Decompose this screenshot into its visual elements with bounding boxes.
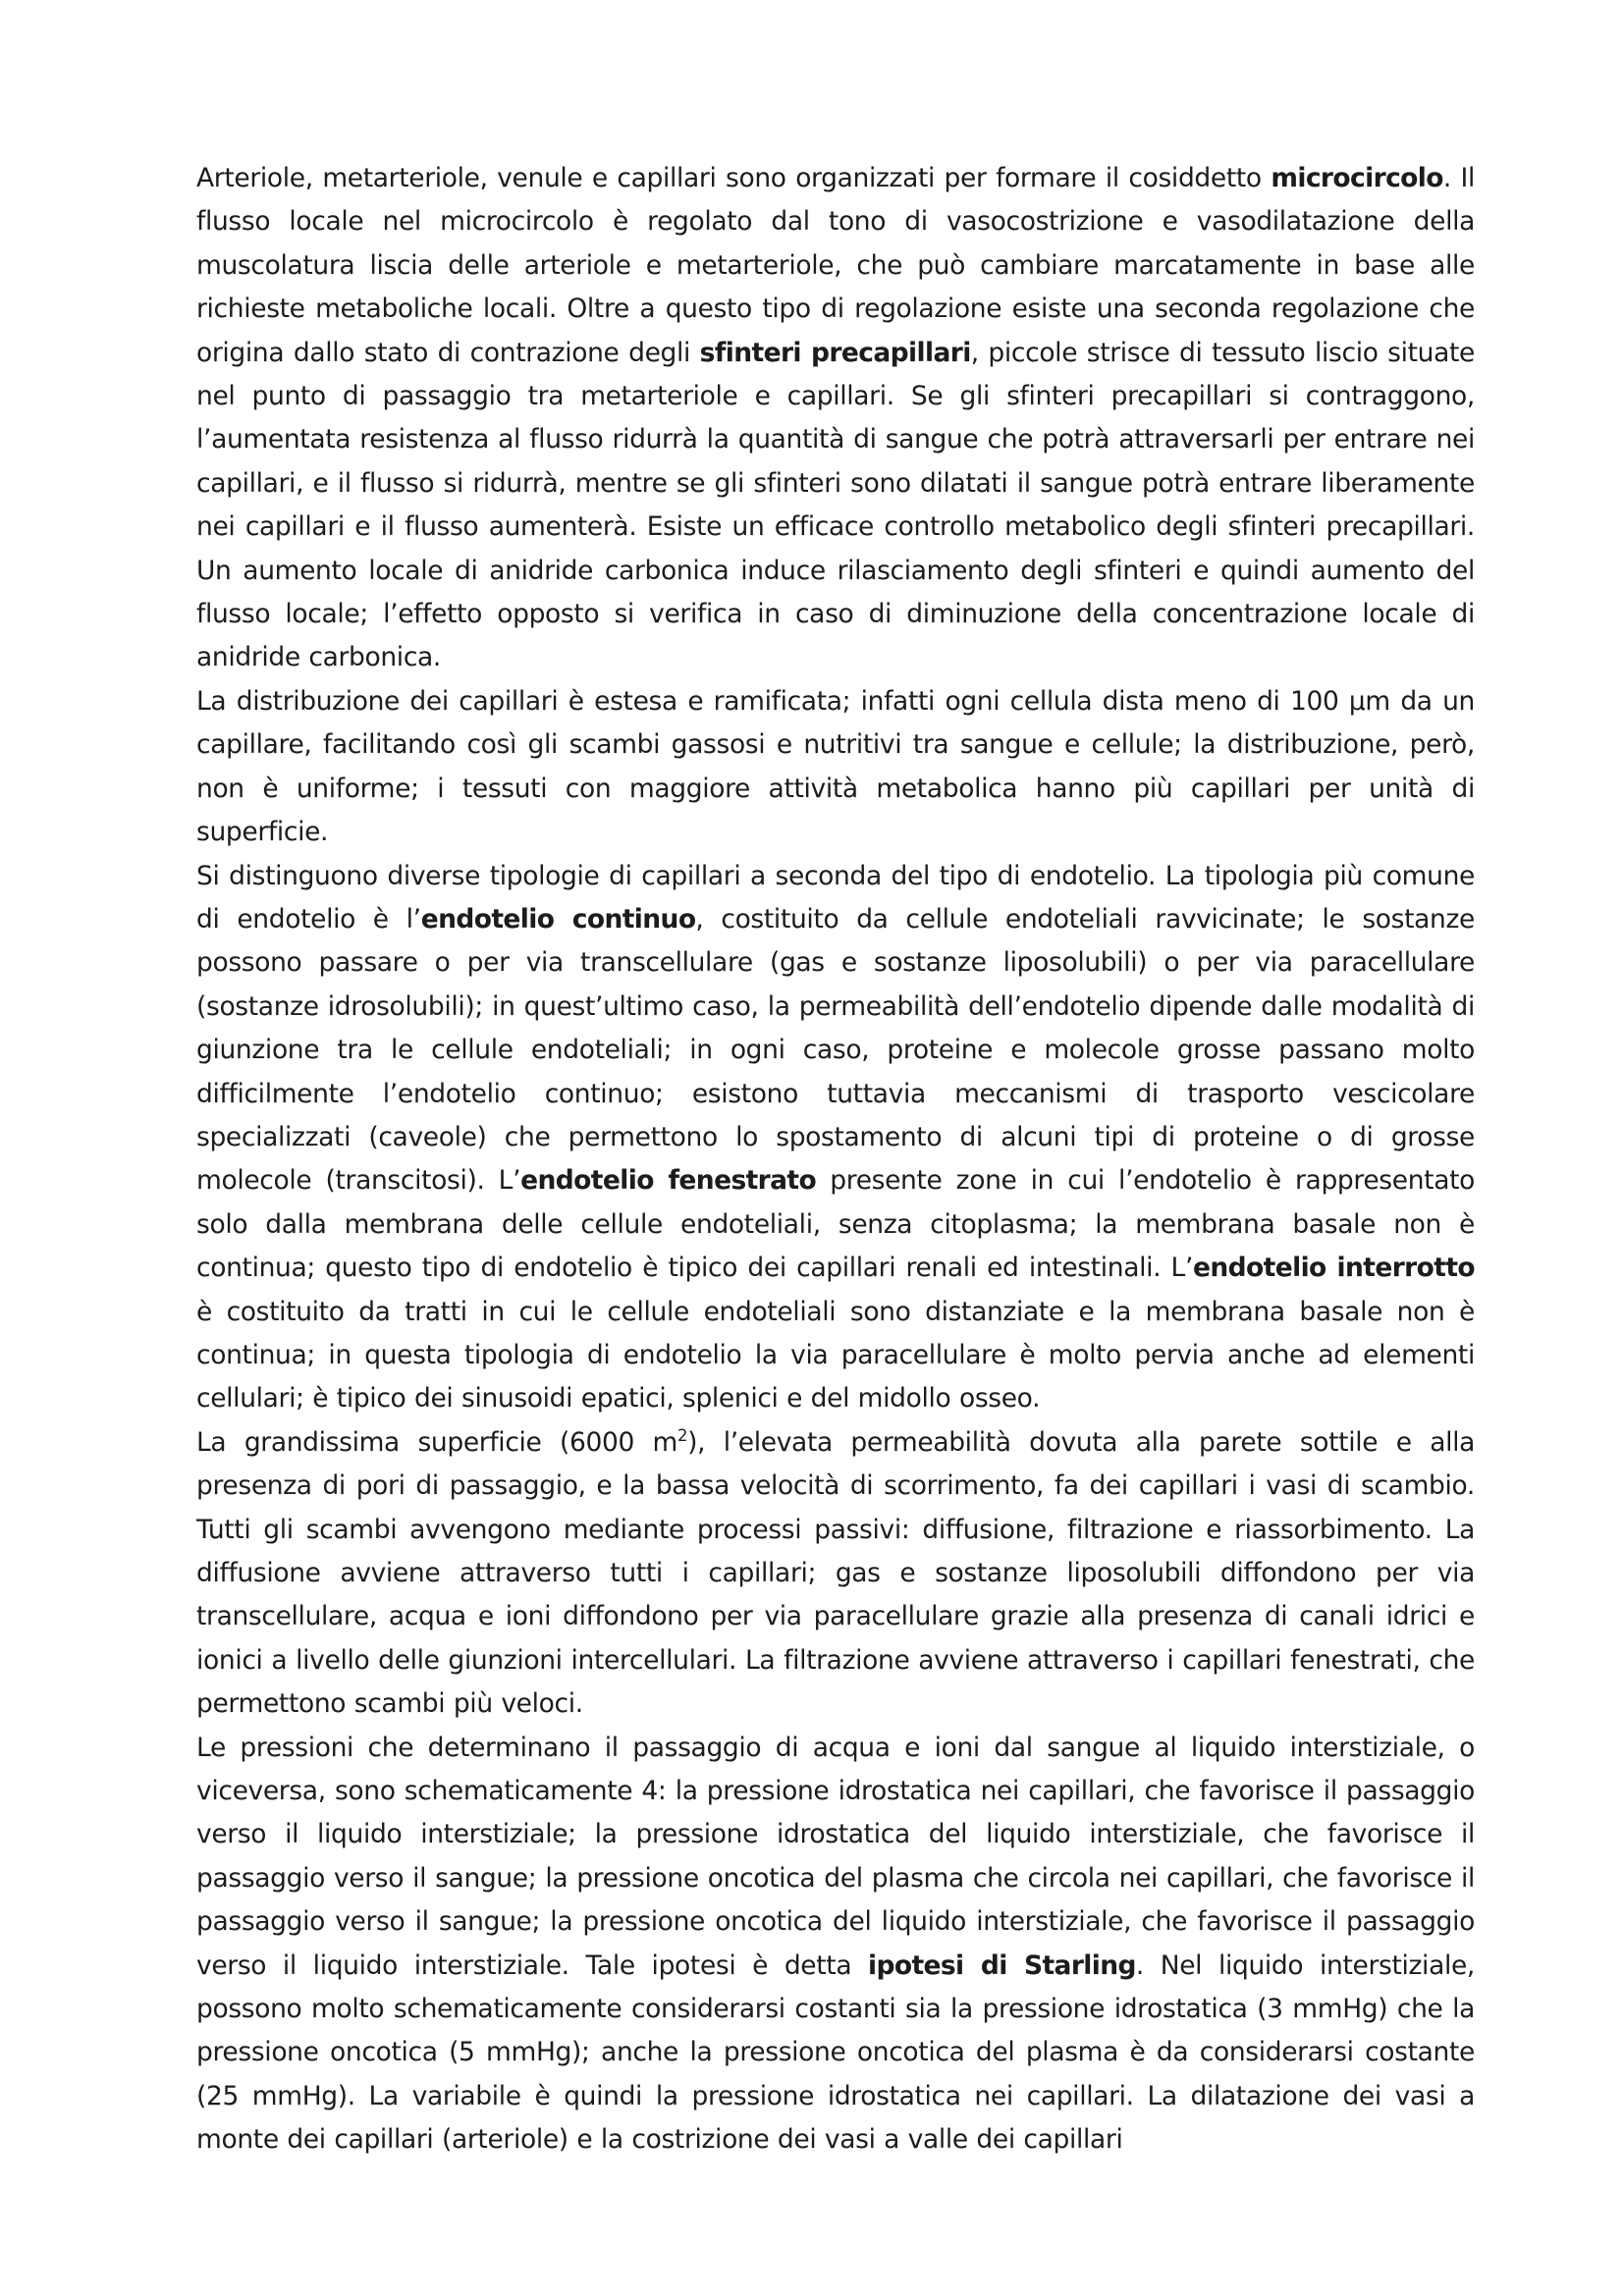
- text-run: è costituito da tratti in cui le cellule endoteliali sono distanziate e la membrana basale non è continua; in questa tipologia di endotelio la via paracellulare è molto pervia anche ad elementi cellulari; è tipico dei sinusoidi epatici, splenici e del midollo osseo.: [196, 1296, 1475, 1415]
- bold-term: endotelio fenestrato: [520, 1165, 817, 1197]
- text-run: ), l’elevata permeabilità dovuta alla parete sottile e alla presenza di pori di passaggio, e la bassa velocità di scorrimento, fa dei capillari i vasi di scambio. Tutti gli scambi avvengono mediante processi passivi: diffusione, filtrazione e riassorbimento. La diffusione avviene attraverso tutti i capillari; gas e sostanze liposolubili diffondono per via transcellulare, acqua e ioni diffondono per via paracellulare grazie alla presenza di canali idrici e ionici a livello delle giunzioni intercellulari. La filtrazione avviene attraverso i capillari fenestrati, che permettono scambi più veloci.: [196, 1426, 1475, 1720]
- text-run: . Nel liquido interstiziale, possono molto schematicamente considerarsi costanti sia la pressione idrostatica (3 mmHg) che la pressione oncotica (5 mmHg); anche la pressione oncotica del plasma è da considerarsi costante (25 mmHg). La variabile è quindi la pressione idrostatica nei capillari. La dilatazione dei vasi a monte dei capillari (arteriole) e la costrizione dei vasi a valle dei capillari: [196, 1949, 1475, 2156]
- text-run: Si distinguono diverse tipologie di capillari a seconda del tipo di endotelio. La tipologia più comune di endotelio è l’: [196, 860, 1475, 934]
- bold-term: ipotesi di Starling: [867, 1949, 1136, 1981]
- text-run: Arteriole, metarteriole, venule e capillari sono organizzati per formare il cosiddetto: [196, 163, 1271, 193]
- paragraph-tipologie-endotelio: [196, 855, 1475, 1421]
- bold-term: microcircolo: [1271, 163, 1443, 193]
- text-run: presente zone in cui l’endotelio è rappresentato solo dalla membrana delle cellule endoteliali, senza citoplasma; la membrana basale non è continua; questo tipo di endotelio è tipico dei capillari renali ed intestinali. L’: [196, 1165, 1475, 1284]
- text-run: Le pressioni che determinano il passaggio di acqua e ioni dal sangue al liquido interstiziale, o viceversa, sono schematicamente 4: la pressione idrostatica nei capillari, che favorisce il passaggio verso il liquido interstiziale; la pressione idrostatica del liquido interstiziale, che favorisce il passaggio verso il sangue; la pressione oncotica del plasma che circola nei capillari, che favorisce il passaggio verso il sangue; la pressione oncotica del liquido interstiziale, che favorisce il passaggio verso il liquido interstiziale. Tale ipotesi è detta: [196, 1732, 1475, 1981]
- bold-term: endotelio interrotto: [1193, 1253, 1475, 1284]
- text-run: . Il flusso locale nel microcircolo è regolato dal tono di vasocostrizione e vasodilatazione della muscolatura liscia delle arteriole e metarteriole, che può cambiare marcatamente in base alle richieste metaboliche locali. Oltre a questo tipo di regolazione esiste una seconda regolazione che origina dallo stato di contrazione degli: [196, 163, 1475, 368]
- superscript: 2: [677, 1425, 688, 1445]
- bold-term: endotelio continuo: [420, 903, 696, 934]
- text-run: La grandissima superficie (6000 m: [196, 1426, 678, 1458]
- text-run: , costituito da cellule endoteliali ravvicinate; le sostanze possono passare o per via transcellulare (gas e sostanze liposolubili) o per via paracellulare (sostanze idrosolubili); in quest’ultimo caso, la permeabilità dell’endotelio dipende dalle modalità di giunzione tra le cellule endoteliali; in ogni caso, proteine e molecole grosse passano molto difficilmente l’endotelio continuo; esistono tuttavia meccanismi di trasporto vescicolare specializzati (caveole) che permettono lo spostamento di alcuni tipi di proteine o di grosse molecole (transcitosi). L’: [196, 903, 1475, 1197]
- paragraph-ipotesi-starling: [196, 1727, 1475, 2163]
- paragraph-scambi: [196, 1421, 1475, 1727]
- paragraph-microcircolo: [196, 157, 1475, 680]
- text-run: , piccole strisce di tessuto liscio situate nel punto di passaggio tra metarteriole e capillari. Se gli sfinteri precapillari si contraggono, l’aumentata resistenza al flusso ridurrà la quantità di sangue che potrà attraversarli per entrare nei capillari, e il flusso si ridurrà, mentre se gli sfinteri sono dilatati il sangue potrà entrare liberamente nei capillari e il flusso aumenterà. Esiste un efficace controllo metabolico degli sfinteri precapillari. Un aumento locale di anidride carbonica induce rilasciamento degli sfinteri e quindi aumento del flusso locale; l’effetto opposto si verifica in caso di diminuzione della concentrazione locale di anidride carbonica.: [196, 337, 1476, 673]
- bold-term: sfinteri precapillari: [699, 337, 971, 368]
- body-text: [196, 157, 1475, 2163]
- text-run: La distribuzione dei capillari è estesa e ramificata; infatti ogni cellula dista meno di 100 µm da un capillare, facilitando così gli scambi gassosi e nutritivi tra sangue e cellule; la distribuzione, però, non è uniforme; i tessuti con maggiore attività metabolica hanno più capillari per unità di superficie.: [196, 685, 1475, 848]
- paragraph-distribuzione-capillari: [196, 680, 1475, 855]
